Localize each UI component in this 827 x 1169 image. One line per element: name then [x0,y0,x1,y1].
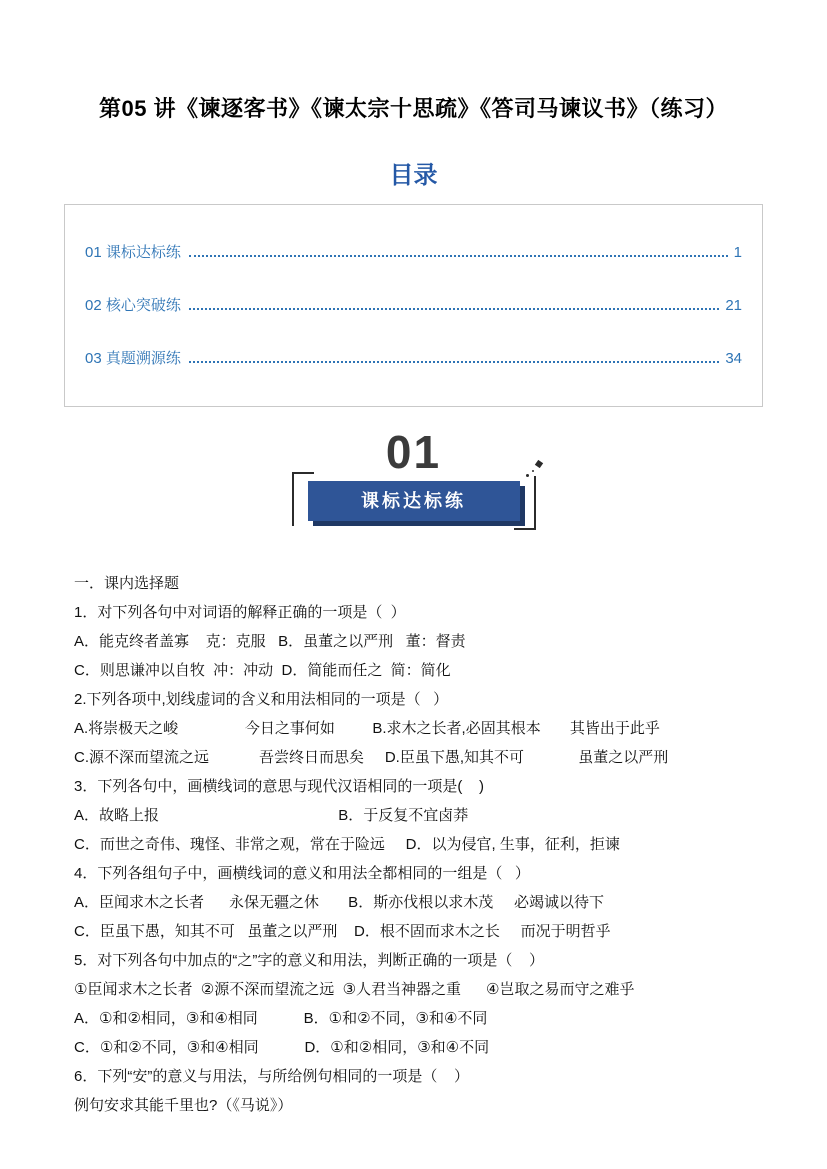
body-line: C.源不深而望流之远 吾尝终日而思矣 D.臣虽下愚,知其不可 虽董之以严刑 [74,749,669,766]
body-line: 2.下列各项中,划线虚词的含义和用法相同的一项是（ ） [74,691,449,708]
body-line: 例句安求其能千里也?（《马说》） [74,1097,293,1114]
question-body [74,569,755,1120]
toc-title: 目录 [389,162,438,189]
toc-entry-2[interactable] [81,282,746,327]
body-line: C．而世之奇伟、瑰怪、非常之观，常在于险远 D．以为侵官, 生事，征利，拒谏 [74,836,620,853]
toc-leader-dots [189,255,728,257]
toc-leader-dots [189,308,719,310]
toc-page-number[interactable]: 34 [725,350,742,367]
toc-entry-label[interactable]: 01 课标达标练 [85,244,181,261]
section-header [0,426,827,521]
body-line: C．①和②不同，③和④相同 D．①和②相同，③和④不同 [74,1039,490,1056]
document-title: 第05 讲《谏逐客书》《谏太宗十思疏》《答司马谏议书》（练习） [98,96,729,121]
body-line: ①臣闻求木之长者 ②源不深而望流之远 ③人君当神器之重 ④岂取之易而守之难乎 [74,981,635,998]
toc-leader-dots [189,361,719,363]
sparkle-decoration [524,459,544,479]
body-line: C．则思谦冲以自牧 冲：冲动 D．简能而任之 简：简化 [74,662,451,679]
body-line: 4．下列各组句子中，画横线词的意义和用法全都相同的一组是（ ） [74,865,530,882]
section-number: 01 [385,426,442,478]
body-line: 一．课内选择题 [74,575,180,592]
body-line: A.将崇极天之峻 今日之事何如 B.求木之长者,必固其根本 其皆出于此乎 [74,720,660,737]
toc-entry-label[interactable]: 02 核心突破练 [85,297,181,314]
body-line: 3．下列各句中，画横线词的意思与现代汉语相同的一项是( ) [74,778,485,795]
body-line: 1．对下列各句中对词语的解释正确的一项是（ ） [74,604,406,621]
toc-entry-1[interactable] [81,229,746,274]
body-line: A．臣闻求木之长者 永保无疆之休 B．斯亦伐根以求木茂 必竭诚以待下 [74,894,605,911]
body-line: A．①和②相同，③和④相同 B．①和②不同，③和④不同 [74,1010,488,1027]
toc-page-number[interactable]: 1 [733,244,742,261]
body-line: A．能克终者盖寡 克：克服 B．虽董之以严刑 董：督责 [74,633,466,650]
toc-entry-label[interactable]: 03 真题溯源练 [85,350,181,367]
body-line: C．臣虽下愚，知其不可 虽董之以严刑 D．根不固而求木之长 而况于明哲乎 [74,923,611,940]
toc-box [64,204,763,407]
toc-entry-3[interactable] [81,335,746,380]
body-line: 6．下列“安”的意义与用法，与所给例句相同的一项是（ ） [74,1068,470,1085]
section-banner: 课标达标练 [308,481,520,521]
section-banner-wrap [308,481,520,521]
toc-page-number[interactable]: 21 [725,297,742,314]
body-line: 5．对下列各句中加点的“之”字的意义和用法，判断正确的一项是（ ） [74,952,545,969]
body-line: A．故略上报 B．于反复不宜卤莽 [74,807,469,824]
